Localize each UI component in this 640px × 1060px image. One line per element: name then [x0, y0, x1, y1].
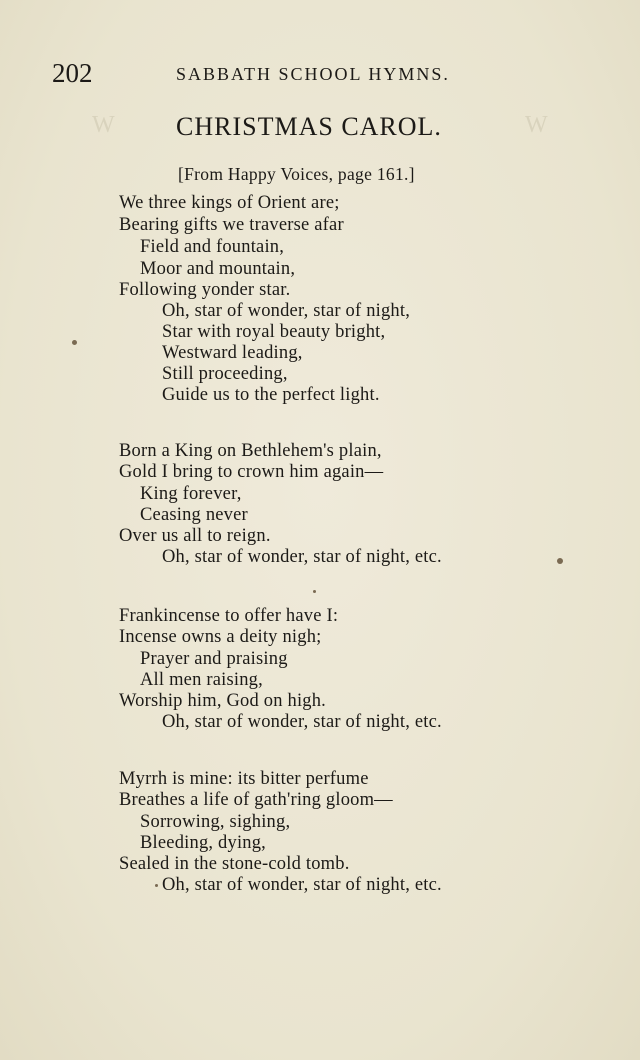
verse-line: Bearing gifts we traverse afar: [119, 215, 344, 235]
hymn-source: [From Happy Voices, page 161.]: [178, 164, 415, 184]
verse-line: Myrrh is mine: its bitter perfume: [119, 769, 369, 789]
chorus-line: Westward leading,: [162, 343, 303, 363]
verse-line: Breathes a life of gath'ring gloom—: [119, 790, 393, 810]
paper-speck: [313, 590, 316, 593]
verse-line: Born a King on Bethlehem's plain,: [119, 441, 382, 461]
verse-line: King forever,: [140, 484, 242, 504]
verse-line: Over us all to reign.: [119, 526, 271, 546]
verse-line: Sorrowing, sighing,: [140, 812, 291, 832]
chorus-line: Still proceeding,: [162, 364, 288, 384]
show-through-text: W: [92, 112, 115, 138]
verse-line: Sealed in the stone-cold tomb.: [119, 854, 350, 874]
chorus-line: Oh, star of wonder, star of night,: [162, 301, 411, 321]
paper-speck: [155, 884, 158, 887]
verse-line: Moor and mountain,: [140, 259, 296, 279]
verse-line: All men raising,: [140, 670, 263, 690]
chorus-line: Oh, star of wonder, star of night, etc.: [162, 875, 442, 895]
verse-line: Bleeding, dying,: [140, 833, 267, 853]
verse-line: Frankincense to offer have I:: [119, 606, 339, 626]
paper-speck: [557, 558, 563, 564]
chorus-line: Oh, star of wonder, star of night, etc.: [162, 547, 442, 567]
verse-line: Gold I bring to crown him again—: [119, 462, 384, 482]
running-head: SABBATH SCHOOL HYMNS.: [176, 64, 450, 84]
verse-line: Prayer and praising: [140, 649, 288, 669]
verse-line: Worship him, God on high.: [119, 691, 327, 711]
page-number: 202: [52, 58, 93, 88]
chorus-line: Star with royal beauty bright,: [162, 322, 386, 342]
hymn-title: CHRISTMAS CAROL.: [176, 112, 442, 141]
verse-line: Field and fountain,: [140, 237, 285, 257]
chorus-line: Guide us to the perfect light.: [162, 385, 380, 405]
chorus-line: Oh, star of wonder, star of night, etc.: [162, 712, 442, 732]
verse-line: Following yonder star.: [119, 280, 291, 300]
show-through-text: W: [525, 112, 548, 138]
paper-speck: [72, 340, 77, 345]
verse-line: Incense owns a deity nigh;: [119, 627, 322, 647]
verse-line: We three kings of Orient are;: [119, 193, 340, 213]
verse-line: Ceasing never: [140, 505, 248, 525]
page-header: [52, 58, 472, 88]
